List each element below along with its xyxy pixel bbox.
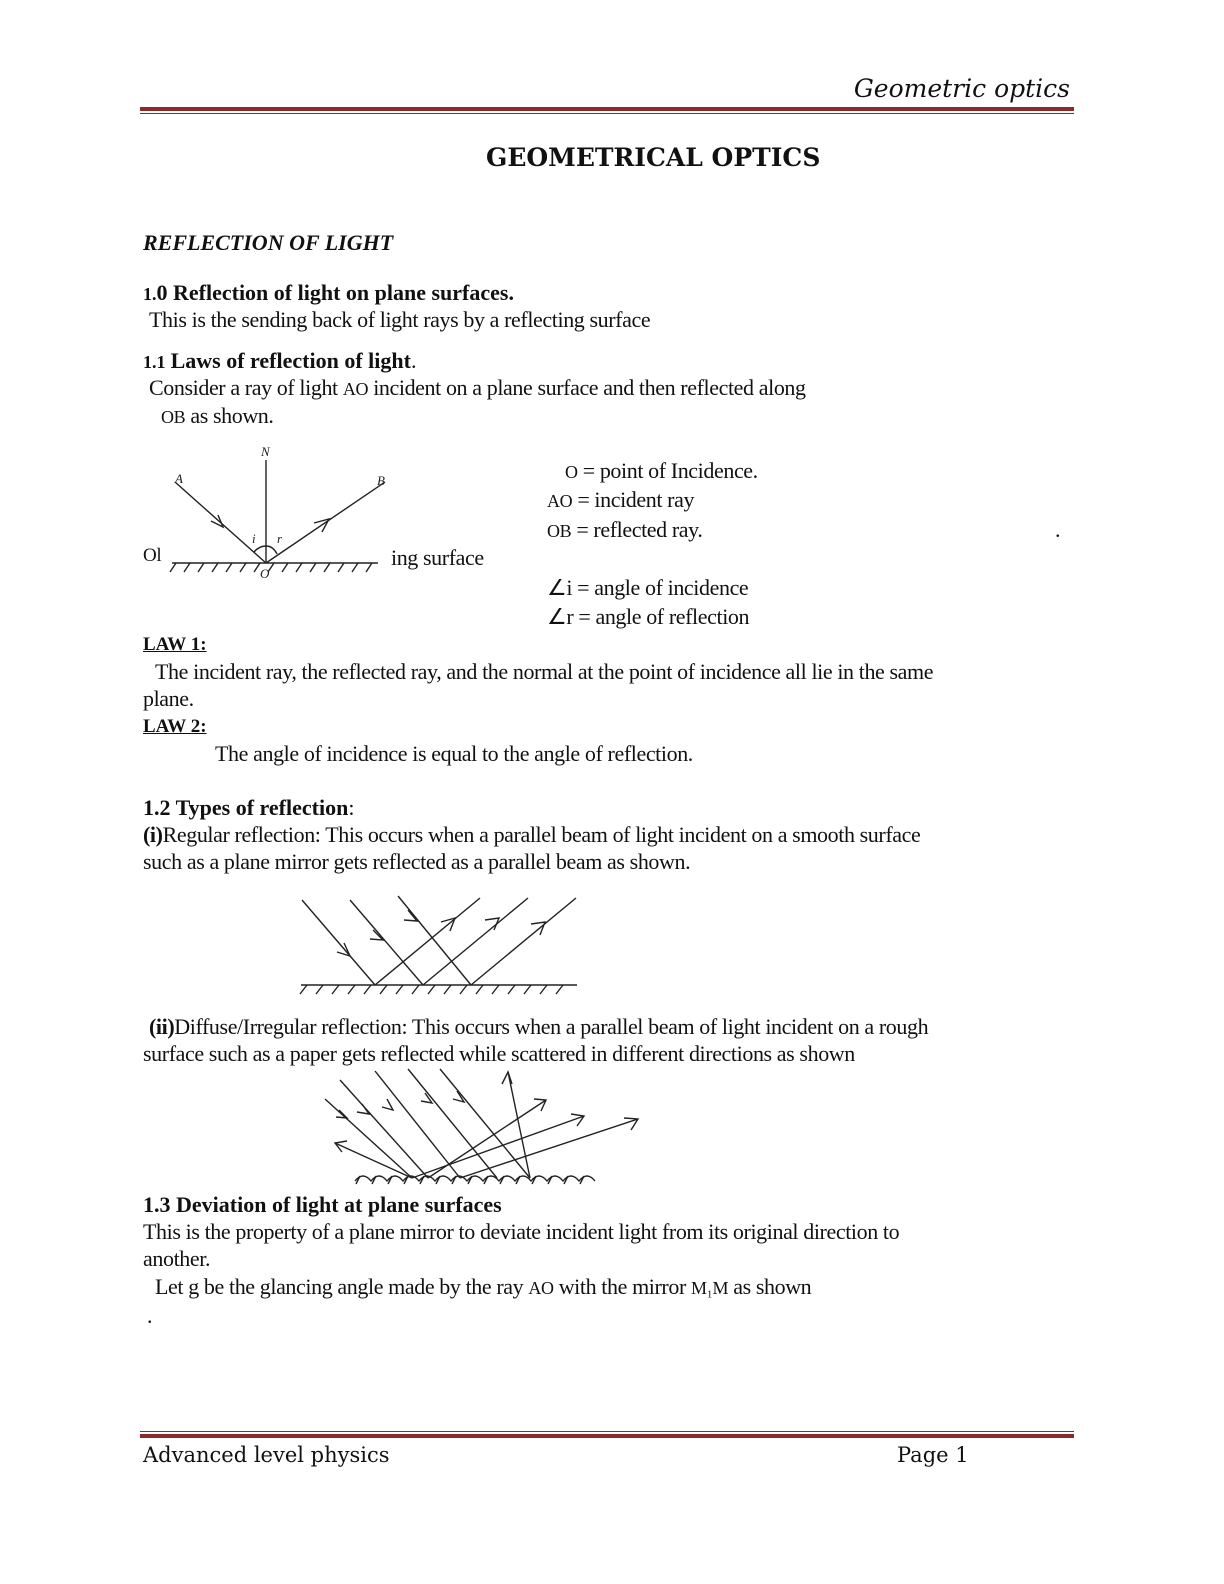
regular-reflection-line1: (i)Regular reflection: This occurs when a parallel beam of light incident on a smooth surface bbox=[143, 822, 921, 847]
paragraph-1-0: This is the sending back of light rays by a reflecting surface bbox=[149, 307, 651, 332]
heading-1-3: 1.3 Deviation of light at plane surfaces bbox=[143, 1192, 502, 1217]
section-heading: REFLECTION OF LIGHT bbox=[143, 230, 394, 255]
page-number: Page 1 bbox=[897, 1443, 969, 1467]
trailing-dot: . bbox=[147, 1303, 153, 1328]
symbol-ob: OB bbox=[161, 407, 186, 427]
mirror-hatching bbox=[300, 985, 563, 994]
incident-ray bbox=[340, 1080, 428, 1178]
figure-right-fragment: ing surface bbox=[391, 545, 484, 570]
paragraph-1-1-line2: OB as shown. bbox=[161, 403, 274, 428]
reflected-ray bbox=[460, 1119, 638, 1178]
symbol-ao: AO bbox=[528, 1278, 554, 1298]
reflected-ray bbox=[375, 898, 480, 985]
label-r: r bbox=[277, 531, 283, 546]
law-2-text: The angle of incidence is equal to the angle of reflection. bbox=[215, 741, 693, 766]
heading-1-2: 1.2 Types of reflection: bbox=[143, 795, 355, 820]
paragraph-1-3-line2: another. bbox=[143, 1246, 211, 1271]
legend-o: O = point of Incidence. bbox=[565, 458, 758, 483]
incident-ray bbox=[302, 900, 375, 985]
heading-1-0-number: 1. bbox=[143, 284, 157, 304]
running-header: Geometric optics bbox=[853, 74, 1070, 103]
diffuse-reflection-line2: surface such as a paper gets reflected while scattered in different directions as shown bbox=[143, 1041, 855, 1066]
reflected-ray bbox=[266, 482, 385, 563]
label-i: i bbox=[252, 531, 256, 546]
paragraph-1-3-line1: This is the property of a plane mirror to deviate incident light from its original direction to bbox=[143, 1219, 900, 1244]
label-b: B bbox=[377, 473, 385, 488]
header-rule bbox=[140, 107, 1074, 111]
paragraph-1-1-line1: Consider a ray of light AO incident on a plane surface and then reflected along bbox=[149, 375, 806, 400]
heading-1-1-text: Laws of reflection of light bbox=[170, 348, 411, 373]
incident-arrowhead bbox=[211, 515, 223, 527]
header-rule-thin bbox=[140, 113, 1074, 114]
arrowhead bbox=[382, 1099, 393, 1110]
legend-angle-i: ∠i = angle of incidence bbox=[547, 575, 749, 600]
regular-reflection-line2: such as a plane mirror gets reflected as a parallel beam as shown. bbox=[143, 849, 691, 874]
angle-i-arc bbox=[254, 546, 266, 552]
label-a: A bbox=[175, 471, 183, 486]
diffuse-reflection-line1: (ii)Diffuse/Irregular reflection: This occurs when a parallel beam of light incident on a rough bbox=[149, 1014, 929, 1039]
paragraph-1-3-line3: Let g be the glancing angle made by the ray AO with the mirror M₁M as shown bbox=[155, 1274, 812, 1299]
reflected-ray bbox=[471, 898, 576, 985]
law-2-label: LAW 2: bbox=[143, 716, 207, 737]
arrowhead bbox=[357, 1104, 369, 1114]
label-o: O bbox=[260, 566, 270, 581]
legend-ob: OB = reflected ray. bbox=[547, 517, 703, 542]
document-title: GEOMETRICAL OPTICS bbox=[486, 143, 821, 172]
legend-ao: AO = incident ray bbox=[547, 487, 695, 512]
figure-left-fragment: Ol bbox=[143, 545, 162, 566]
footer-rule bbox=[140, 1434, 1074, 1438]
label-n: N bbox=[261, 444, 270, 459]
angle-r-arc bbox=[266, 546, 277, 554]
arrowhead bbox=[335, 1141, 347, 1152]
footer-rule-thin bbox=[140, 1431, 1074, 1432]
diffuse-reflection-diagram bbox=[320, 1066, 650, 1186]
symbol-ao: AO bbox=[342, 379, 369, 399]
heading-1-0-text: 0 Reflection of light on plane surfaces. bbox=[156, 280, 514, 305]
stray-dot: . bbox=[1055, 517, 1061, 542]
reflected-ray bbox=[508, 1072, 530, 1178]
law-1-text-line2: plane. bbox=[143, 686, 194, 711]
symbol-m1m: M₁M bbox=[691, 1278, 729, 1298]
mirror-hatching bbox=[170, 563, 372, 572]
heading-1-0 bbox=[143, 280, 514, 306]
heading-1-1: 1.1 Laws of reflection of light. bbox=[143, 348, 417, 373]
incident-ray bbox=[398, 896, 471, 985]
law-1-text-line1: The incident ray, the reflected ray, and the normal at the point of incidence all lie in the same bbox=[155, 659, 934, 684]
heading-1-1-number: 1.1 bbox=[143, 352, 166, 372]
law-1-label: LAW 1: bbox=[143, 634, 207, 655]
reflected-ray bbox=[412, 1116, 584, 1178]
legend-angle-r: ∠r = angle of reflection bbox=[547, 604, 750, 629]
arrowhead bbox=[421, 1093, 432, 1103]
reflected-ray bbox=[423, 898, 528, 985]
incident-ray bbox=[375, 1071, 460, 1178]
regular-reflection-diagram bbox=[295, 890, 585, 1000]
footer-left: Advanced level physics bbox=[143, 1443, 390, 1467]
